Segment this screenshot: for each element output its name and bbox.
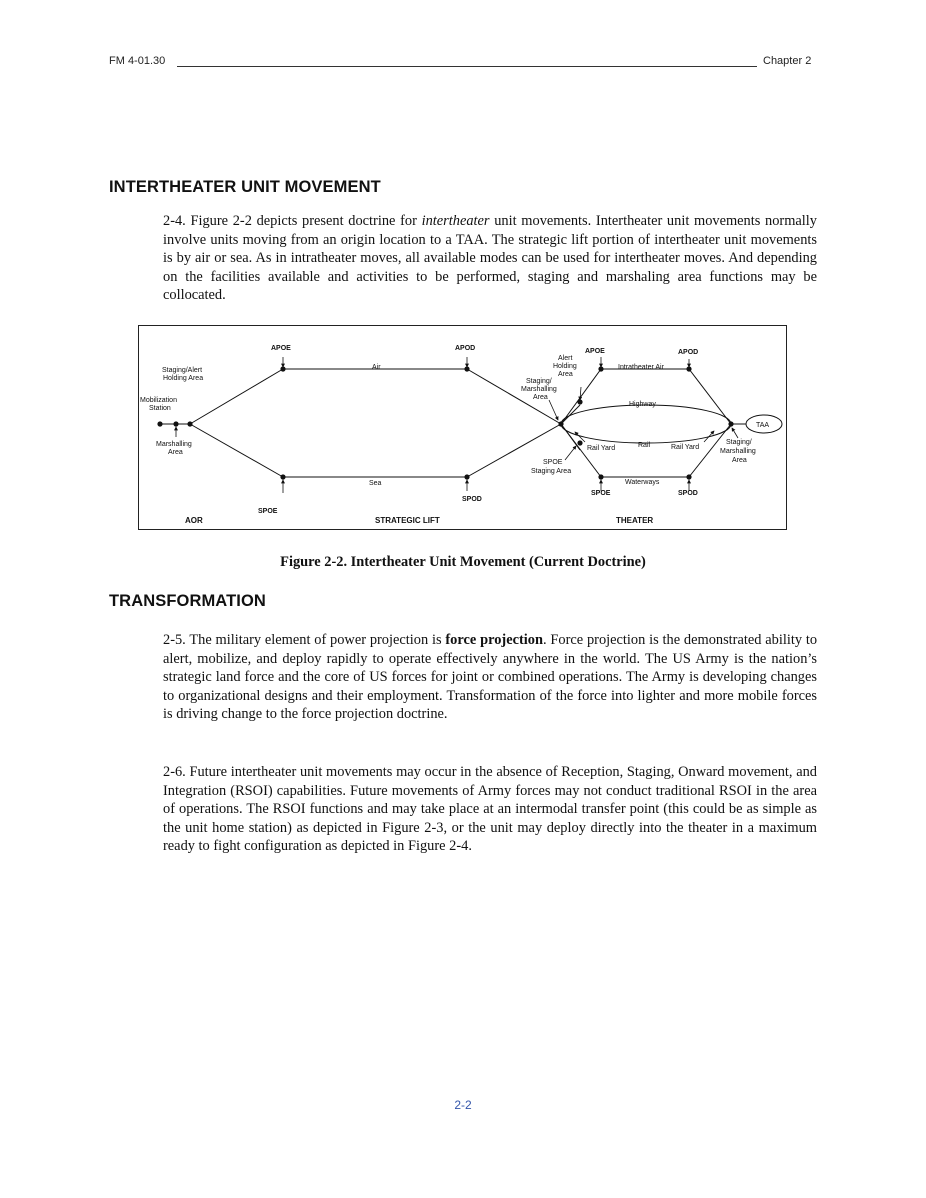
label-alert: Alert	[558, 355, 573, 362]
label-spoe-staging: SPOE	[543, 459, 563, 466]
to-staging	[561, 405, 580, 424]
label-stagmarsh-3: Area	[533, 394, 548, 401]
label-staging-marsh-right-3: Area	[732, 457, 747, 464]
label-apoe-left: APOE	[271, 345, 291, 352]
to-spoe-staging	[561, 424, 580, 450]
label-theater: THEATER	[616, 516, 654, 525]
label-staging-marsh-right: Staging/	[726, 439, 752, 446]
label-marshalling: Marshalling	[156, 441, 192, 448]
pointer-arrows	[176, 357, 738, 493]
label-sea: Sea	[369, 480, 382, 487]
node-apoe-right	[598, 366, 603, 371]
node-apod-mid	[464, 366, 469, 371]
label-spoe-left: SPOE	[258, 508, 278, 515]
label-staging-marsh-right-2: Marshalling	[720, 448, 756, 455]
node-mobilization	[157, 421, 162, 426]
paragraph-number: 2-6.	[163, 764, 186, 780]
label-alert-3: Area	[558, 371, 573, 378]
node-spoe-left	[280, 474, 285, 479]
route-lines	[160, 369, 782, 477]
label-spoe-staging-2: Staging Area	[531, 468, 572, 475]
label-rail-yard-left: Rail Yard	[587, 445, 616, 452]
sea-leg-out	[190, 424, 283, 477]
intertheater-movement-diagram	[138, 325, 787, 530]
paragraph-text: The military element of power projection is	[189, 632, 446, 648]
paragraph-text: unit movements. Intertheater unit movements normally involve units moving from an origin location to a TAA. The strategic lift portion of intertheater unit movements is by air or sea. As in intratheater moves, all available modes can be used for intertheater moves. And depending on the facilities available and activities to be performed, staging and marshaling area functions may be collocated.	[163, 213, 817, 304]
route-nodes	[157, 366, 733, 479]
label-spod-mid: SPOD	[462, 496, 482, 503]
label-mobilization: Mobilization	[140, 397, 177, 404]
label-alert-2: Holding	[553, 363, 577, 370]
label-rail-yard-right: Rail Yard	[671, 444, 700, 451]
header-doc-id: FM 4-01.30	[109, 55, 166, 67]
header-chapter: Chapter 2	[763, 55, 812, 67]
node-apoe-left	[280, 366, 285, 371]
label-rail: Rail	[638, 442, 651, 449]
node-staging-alert	[187, 421, 192, 426]
label-taa: TAA	[756, 422, 770, 429]
bold-text: force projection	[445, 632, 543, 648]
diagram-labels	[140, 345, 769, 515]
paragraph-2-6	[163, 763, 817, 856]
label-apoe-right: APOE	[585, 348, 605, 355]
label-strategic-lift: STRATEGIC LIFT	[375, 516, 440, 525]
emphasis-text: intertheater	[421, 213, 490, 229]
label-spoe-right: SPOE	[591, 490, 611, 497]
label-staging-alert-2: Holding Area	[163, 375, 204, 382]
highway-rail-loop	[561, 405, 731, 443]
paragraph-text: . Force projection is the demonstrated ability to alert, mobilize, and deploy rapidly to operate effectively anywhere in the world. The US Army is the nation’s strategic land force and the core of US forces for joint or combined operations. The Army is developing changes to organizational designs and their employment. Transformation of the force into lighter and more mobile forces is driving change to the force projection doctrine.	[163, 632, 818, 723]
label-intratheater-air: Intratheater Air	[618, 364, 664, 371]
label-stagmarsh: Staging/	[526, 378, 552, 385]
label-air: Air	[372, 364, 381, 371]
label-stagmarsh-2: Marshalling	[521, 386, 557, 393]
node-spoe-staging	[577, 440, 582, 445]
node-spod-mid	[464, 474, 469, 479]
region-labels	[185, 516, 653, 525]
label-mobilization-2: Station	[149, 405, 171, 412]
node-spod-right	[686, 474, 691, 479]
header-rule	[177, 66, 757, 67]
paragraph-2-5	[163, 631, 817, 724]
apod-to-taa	[689, 369, 731, 424]
section-title-transformation: TRANSFORMATION	[109, 592, 266, 610]
node-marshalling	[173, 421, 178, 426]
label-marshalling-2: Area	[168, 449, 183, 456]
paragraph-text: Future intertheater unit movements may occur in the absence of Reception, Staging, Onward movement, and Integration (RSOI) capabilities. Future movements of Army forces may not conduct traditional RSOI in the area of operations. The RSOI functions and may take place at an intermodal transfer point (this could be as simple as the unit home station) as depicted in Figure 2-3, or the unit may deploy directly into the theater in a maximum ready to fight configuration as depicted in Figure 2-4.	[163, 764, 817, 855]
label-spod-right: SPOD	[678, 490, 698, 497]
label-apod-right: APOD	[678, 349, 699, 356]
page-number: 2-2	[454, 1098, 472, 1112]
node-theater-hub	[558, 421, 563, 426]
label-staging-alert: Staging/Alert	[162, 367, 203, 374]
label-waterways: Waterways	[625, 479, 660, 486]
paragraph-2-4	[163, 212, 817, 305]
paragraph-number: 2-4.	[163, 213, 186, 229]
node-alert-holding	[577, 399, 582, 404]
node-spoe-right	[598, 474, 603, 479]
air-leg-out	[190, 369, 283, 424]
node-apod-right	[686, 366, 691, 371]
paragraph-text: Figure 2-2 depicts present doctrine for	[190, 213, 422, 229]
label-highway: Highway	[629, 401, 656, 408]
label-apod-mid: APOD	[455, 345, 476, 352]
paragraph-number: 2-5.	[163, 632, 186, 648]
label-aor: AOR	[185, 516, 203, 525]
figure-caption: Figure 2-2. Intertheater Unit Movement (Current Doctrine)	[280, 554, 646, 570]
node-staging-marsh-right	[728, 421, 733, 426]
section-title-intertheater: INTERTHEATER UNIT MOVEMENT	[109, 178, 381, 196]
